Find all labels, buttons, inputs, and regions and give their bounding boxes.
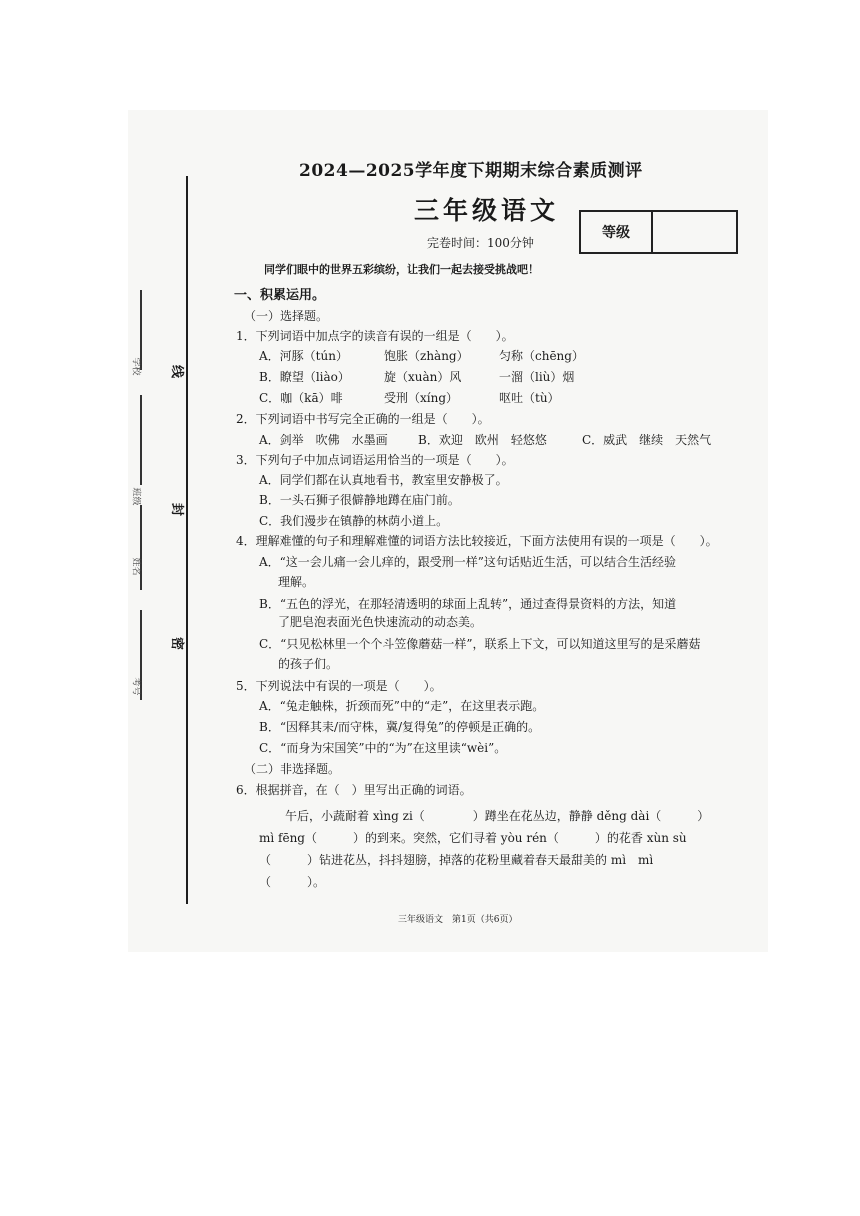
label-name: 姓名: [130, 557, 141, 576]
exam-title: 2024—2025学年度下期期末综合素质测评: [299, 161, 643, 181]
part1-heading: （一）选择题。: [244, 309, 329, 323]
binding-line: [186, 176, 188, 904]
exam-subject: 三年级语文: [414, 196, 560, 225]
binding-char-line: 线: [169, 364, 185, 379]
grade-value-field[interactable]: [651, 212, 736, 252]
q4-option-c-line1: C．“只见松林里一个个斗笠像蘑菇一样”，联系上下文，可以知道这里写的是采蘑菇: [259, 637, 701, 651]
q2-option-b: B．欢迎 欧州 轻悠悠: [418, 433, 547, 447]
q2-stem: 2．下列词语中书写完全正确的一组是（ ）。: [236, 412, 490, 426]
q3-stem: 3．下列句子中加点词语运用恰当的一项是（ ）。: [236, 453, 514, 467]
q6-stem: 6．根据拼音，在（ ）里写出正确的词语。: [236, 783, 472, 797]
q5-option-a: A．“兔走触株，折颈而死”中的“走”，在这里表示跑。: [259, 699, 545, 713]
q4-option-a-line2: 理解。: [278, 575, 315, 589]
q2-option-c: C．威武 继续 天然气: [582, 433, 712, 447]
q5-option-b: B．“因释其耒/而守株，冀/复得兔”的停顿是正确的。: [259, 720, 541, 734]
q4-option-b-line2: 了肥皂泡表面光色快速流动的动态美。: [278, 615, 483, 629]
q1-option-a3: 匀称（chēng）: [499, 349, 584, 363]
section1-heading: 一、积累运用。: [234, 288, 326, 303]
binding-char-seal: 封: [169, 502, 185, 517]
blank-line-class: [140, 395, 142, 485]
q4-stem: 4．理解难懂的句子和理解难懂的词语方法比较接近，下面方法使用有误的一项是（ ）。: [236, 534, 718, 548]
label-school: 学校: [130, 357, 141, 376]
greeting: 同学们眼中的世界五彩缤纷，让我们一起去接受挑战吧！: [264, 263, 539, 276]
q4-option-b-line1: B．“五色的浮光，在那轻清透明的球面上乱转”，通过查得景资料的方法，知道: [259, 597, 677, 611]
page-footer: 三年级语文 第1页（共6页）: [398, 915, 518, 925]
q2-option-a: A．剑举 吹佛 水墨画: [259, 433, 388, 447]
q6-line4: （ ）。: [259, 875, 326, 889]
q1-option-b1: B．瞭望（liào）: [259, 370, 350, 384]
label-class: 班级: [130, 487, 141, 506]
q3-option-b: B．一头石狮子很僻静地蹲在庙门前。: [259, 493, 460, 507]
q4-option-a-line1: A．“这一会儿痛一会儿痒的，跟受刑一样”这句话贴近生活，可以结合生活经验: [259, 555, 676, 569]
q6-line3: （ ）钻进花丛，抖抖翅膀，掉落的花粉里藏着春天最甜美的 mì mì: [259, 853, 654, 867]
q6-line2: mì fēng（ ）的到来。突然，它们寻着 yòu rén（ ）的花香 xùn sù: [259, 831, 687, 845]
q1-option-b2: 旋（xuàn）风: [384, 370, 462, 384]
grade-label: 等级: [581, 212, 653, 252]
q5-stem: 5．下列说法中有误的一项是（ ）。: [236, 679, 442, 693]
part2-heading: （二）非选择题。: [244, 762, 341, 776]
q5-option-c: C．“而身为宋国笑”中的“为”在这里读“wèi”。: [259, 741, 507, 755]
binding-char-secret: 密: [169, 636, 185, 651]
q1-option-b3: 一溜（liù）烟: [499, 370, 575, 384]
grade-box: [579, 210, 738, 254]
q1-option-a2: 饱胀（zhàng）: [384, 349, 469, 363]
blank-line-name: [140, 505, 142, 590]
exam-time: 完卷时间：100分钟: [427, 236, 534, 250]
q1-option-c1: C．咖（kā）啡: [259, 391, 343, 405]
q4-option-c-line2: 的孩子们。: [278, 657, 339, 671]
q3-option-c: C．我们漫步在镇静的林荫小道上。: [259, 514, 449, 528]
q1-stem: 1．下列词语中加点字的读音有误的一组是（ ）。: [236, 329, 514, 343]
q1-option-c3: 呕吐（tù）: [499, 391, 560, 405]
q6-line1: 午后，小蔬耐着 xìng zi（ ）蹲坐在花丛边，静静 děng dài（ ）: [285, 809, 710, 823]
label-number: 考号: [130, 677, 141, 696]
q1-option-a1: A．河豚（tún）: [259, 349, 348, 363]
q3-option-a: A．同学们都在认真地看书，教室里安静极了。: [259, 473, 508, 487]
q1-option-c2: 受刑（xíng）: [384, 391, 459, 405]
